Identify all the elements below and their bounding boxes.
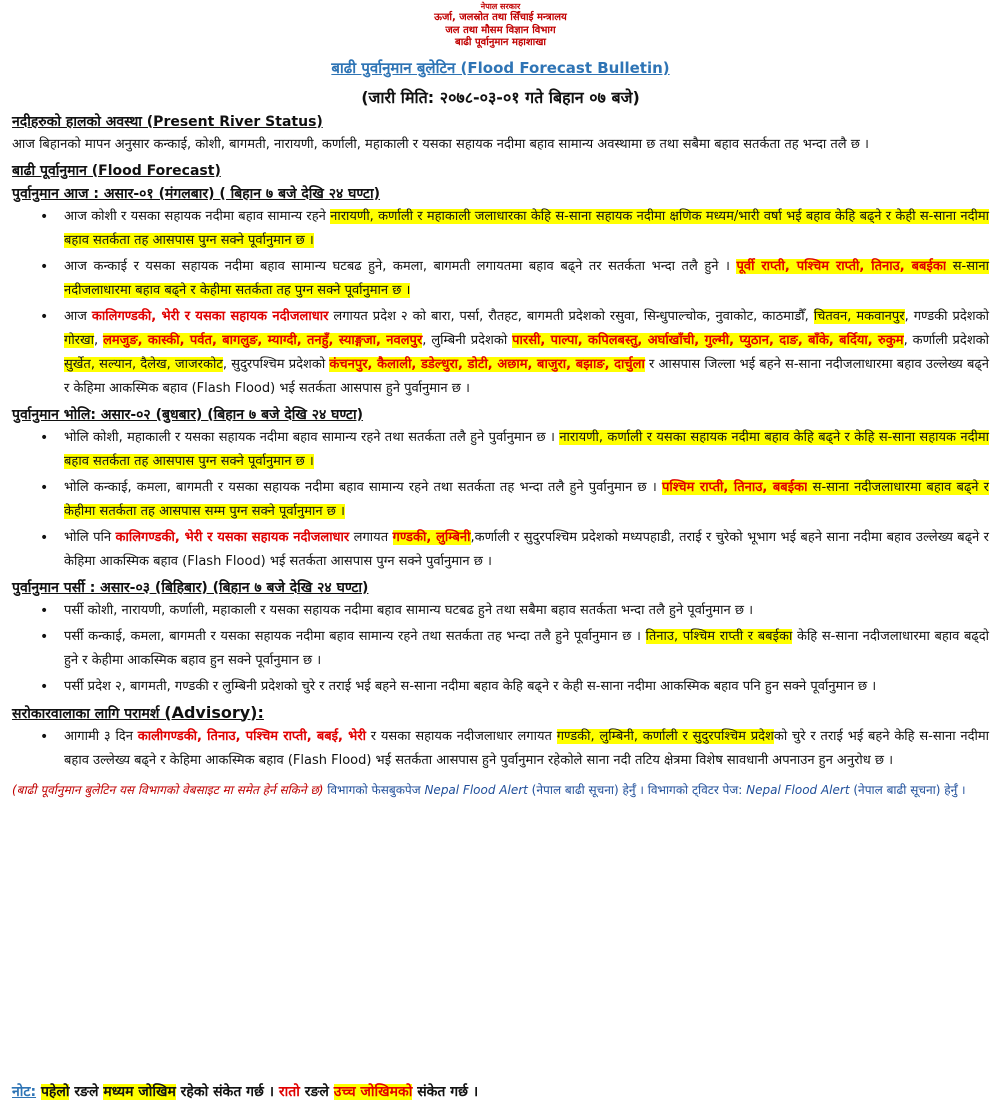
highlighted-text: लमजुङ, कास्की, पर्वत, बागलुङ, म्याग्दी, तनहुँ, स्याङ्गजा, नवलपुर (103, 332, 423, 348)
advisory-item (64, 725, 989, 773)
highlighted-text: कालिगण्डकी, भेरी र यसका सहायक नदीजलाधार (91, 308, 329, 324)
bullet-text: पर्सी कोशी, नारायणी, कर्णाली, महाकाली र यसका सहायक नदीमा बहाव सामान्य घटबढ हुने तथा सबैमा बहाव सतर्कता भन्दा तलै हुने पूर्वानुमान छ । (64, 602, 754, 618)
flood-forecast-heading: बाढी पूर्वानुमान (Flood Forecast) (12, 162, 221, 179)
note-high-risk: उच्च जोखिमको (333, 1084, 413, 1100)
govt-line: नेपाल सरकार (480, 2, 521, 11)
issue-date: (जारी मिति: २०७८-०३-०१ गते बिहान ०७ बजे) (361, 87, 640, 107)
division-line: बाढी पूर्वानुमान महाशाखा (454, 37, 547, 48)
bullet-text: पर्सी कन्काई, कमला, बागमती र यसका सहायक नदीमा बहाव सामान्य रहने तथा सतर्कता तह भन्दा तलै हुने पूर्वानुमान छ । (64, 628, 646, 644)
note-yellow-word: पहेलो (40, 1084, 70, 1100)
bullet-text: ,कर्णाली र सुदुरपश्चिम प्रदेशको मध्यपहाडी, तराई र चुरेको भूभाग भई बहने साना नदीमा बहाव उल्लेख्य बढ्ने र केहिमा आकस्मिक बहाव (Flash Flood) भई सतर्कता आसपास पुग्न सक्ने पुर्वानुमान छ । (64, 529, 989, 569)
highlighted-text: कालिगण्डकी, भेरी र यसका सहायक नदीजलाधार (115, 529, 350, 545)
bullet-text: पर्सी प्रदेश २, बागमती, गण्डकी र लुम्बिनी प्रदेशको चुरे र तराई भई बहने स-साना नदीमा बहाव केहि बढ्ने र केही स-साना नदीमा आकस्मिक बहाव पनि हुन सक्ने पूर्वानुमान छ । (64, 678, 877, 694)
forecast-day-heading: पुर्वानुमान पर्सी : असार-०३ (बिहिबार) (बिहान ७ बजे देखि २४ घण्टा) (12, 579, 369, 596)
highlighted-text: पूर्वी राप्ती, पश्चिम राप्ती, तिनाउ, बबईका (736, 258, 947, 274)
forecast-day-heading: पुर्वानुमान आज : असार-०१ (मंगलबार) ( बिहान ७ बजे देखि २४ घण्टा) (12, 185, 381, 202)
highlighted-text: गोरखा (64, 332, 95, 348)
department-line: जल तथा मौसम विज्ञान विभाग (445, 24, 556, 36)
highlighted-text: कालीगण्डकी, तिनाउ, पश्चिम राप्ती, बबई, भेरी (137, 728, 366, 744)
bullet-text: भोलि कन्काई, कमला, बागमती र यसका सहायक नदीमा बहाव सामान्य रहने तथा सतर्कता तह भन्दा तलै हुने पुर्वानुमान छ । (64, 479, 662, 495)
bullet-text: आज (64, 308, 92, 324)
bullet-text: भोलि पनि (64, 529, 116, 545)
bullet-text: र यसका सहायक नदीजलाधार लगायत (366, 728, 557, 744)
forecast-bullet (64, 599, 989, 623)
note-text: रहेको संकेत गर्छ । (175, 1084, 279, 1100)
bullet-text: र आसपास जिल्ला भई बहने स-साना नदीजलाधारमा बहाव उल्लेख्य बढ्ने र केहिमा आकस्मिक बहाव (Flash Flood) भई सतर्कता आसपास हुने पुर्वानुमान छ । (64, 356, 989, 396)
highlighted-text: नारायणी, कर्णाली र यसका सहायक नदीमा बहाव केहि बढ्ने र केहि स-साना सहायक नदीमा बहाव सतर्कता तह आसपास पुग्न सक्ने पूर्वानुमान छ । (64, 429, 990, 469)
bullet-text: केहि स-साना नदीजलाधारमा बहाव बढ्दो हुने र केहीमा आकस्मिक बहाव हुन सक्ने पूर्वानुमान छ । (64, 628, 990, 668)
highlighted-text: गण्डकी, लुम्बिनी (392, 529, 471, 545)
forecast-bullet (64, 426, 989, 474)
forecast-bullet (64, 476, 989, 524)
highlighted-text: स-साना नदीजलाधारमा बहाव बढ्ने र केहीमा सतर्कता तह पुग्न सक्ने पूर्वानुमान छ । (64, 258, 989, 298)
bullet-text: आज कोशी र यसका सहायक नदीमा बहाव सामान्य रहने (64, 208, 331, 224)
note-text: संकेत गर्छ । (412, 1084, 479, 1100)
facebook-text: विभागको फेसबुकपेज (323, 782, 425, 797)
note-label: नोट: (12, 1084, 37, 1100)
forecast-bullet (64, 675, 989, 699)
highlighted-text: गण्डकी, लुम्बिनी, कर्णाली र सुदुरपश्चिम प्रदेश (556, 728, 774, 744)
forecast-bullet-list (12, 426, 989, 574)
highlighted-text: नारायणी, कर्णाली र महाकाली जलाधारका केहि स-साना सहायक नदीमा क्षणिक मध्यम/भारी वर्षा भई बहाव केहि बढ्ने र केही स-साना नदीमा बहाव सतर्कता तह आसपास पुग्न सक्ने पूर्वानुमान छ । (64, 208, 989, 248)
bullet-text: आज कन्काई र यसका सहायक नदीमा बहाव सामान्य घटबढ हुने, कमला, बागमती लगायतमा बहाव बढ्ने तर सतर्कता भन्दा तलै हुने । (64, 258, 737, 274)
highlighted-text: स-साना नदीजलाधारमा बहाव बढ्ने र केहीमा सतर्कता तह आसपास सम्म पुग्न सक्ने पूर्वानुमान छ । (64, 479, 989, 519)
twitter-link[interactable]: Nepal Flood Alert (746, 782, 850, 797)
advisory-heading-np: सरोकारवालाका लागि परामर्श (12, 705, 165, 722)
forecast-bullet (64, 305, 989, 401)
advisory-heading-en: (Advisory): (164, 702, 264, 722)
bullet-text: लगायत प्रदेश २ को बारा, पर्सा, रौतहट, बागमती प्रदेशको रसुवा, सिन्धुपाल्चोक, नुवाकोट, काठमाडौँ, (328, 308, 814, 324)
forecast-days (12, 184, 989, 699)
bullet-text: आगामी ३ दिन (64, 728, 138, 744)
footer-info (12, 779, 989, 801)
bullet-text: , गण्डकी प्रदेशको (904, 308, 989, 324)
highlighted-text: तिनाउ, पश्चिम राप्ती र बबईका (645, 628, 793, 644)
twitter-text: (नेपाल बाढी सूचना) हेर्नुँ । विभागको ट्विटर पेज: (527, 782, 747, 797)
highlighted-text: पारसी, पाल्पा, कपिलबस्तु, अर्घाखाँची, गुल्मी, प्युठान, दाङ, बाँके, बर्दिया, रुकुम (512, 332, 904, 348)
highlighted-text: पश्चिम राप्ती, तिनाउ, बबईका (661, 479, 808, 495)
highlighted-text: सुर्खेत, सल्यान, दैलेख, जाजरकोट (64, 356, 223, 372)
present-status-text: आज बिहानको मापन अनुसार कन्काई, कोशी, बागमती, नारायणी, कर्णाली, महाकाली र यसका सहायक नदीमा बहाव सामान्य अवस्थामा छ तथा सबैमा बहाव सतर्कता तह भन्दा तलै छ । (12, 136, 869, 152)
website-note: (बाढी पूर्वानुमान बुलेटिन यस विभागको वेबसाइट मा समेत हेर्न सकिने छ) (12, 782, 324, 797)
present-status-heading: नदीहरुको हालको अवस्था (Present River Status) (12, 113, 323, 130)
note-red-word: रातो (278, 1084, 300, 1100)
facebook-link[interactable]: Nepal Flood Alert (424, 782, 528, 797)
bullet-text: लगायत (349, 529, 393, 545)
bullet-text: को चुरे र तराई भई बहने केहि स-साना नदीमा बहाव उल्लेख्य बढ्ने र केहिमा आकस्मिक बहाव (Flash Flood) भई सतर्कता आसपास हुने पुर्वानुमान रहेकोले साना नदी तटिय क्षेत्रमा विशेष सावधानी अपनाउन हुन अनुरोध छ । (64, 728, 989, 768)
advisory-list (12, 725, 989, 773)
forecast-day-heading: पुर्वानुमान भोलि: असार-०२ (बुधबार) (बिहान ७ बजे देखि २४ घण्टा) (12, 406, 364, 423)
bullet-text: भोलि कोशी, महाकाली र यसका सहायक नदीमा बहाव सामान्य रहने तथा सतर्कता तलै हुने पुर्वानुमान छ । (64, 429, 560, 445)
ministry-line: ऊर्जा, जलस्रोत तथा सिँचाई मन्त्रालय (434, 12, 567, 23)
note-medium-risk: मध्यम जोखिम (103, 1084, 176, 1100)
forecast-bullet-list (12, 599, 989, 699)
advisory-heading (12, 703, 989, 723)
forecast-bullet-list (12, 205, 989, 401)
highlighted-text: चितवन, मकवानपुर (813, 308, 905, 324)
color-legend-note (12, 1082, 478, 1101)
bullet-text: , लुम्बिनी प्रदेशको (422, 332, 513, 348)
bullet-text: , सुदुरपश्चिम प्रदेशको (222, 356, 330, 372)
highlighted-text: कंचनपुर, कैलाली, डडेल्धुरा, डोटी, अछाम, बाजुरा, बझाङ, दार्चुला (329, 356, 645, 372)
bullet-text: , कर्णाली प्रदेशको (903, 332, 990, 348)
letterhead (12, 0, 989, 108)
footer-end-text: (नेपाल बाढी सूचना) हेर्नुँ । (849, 782, 966, 797)
forecast-bullet (64, 625, 989, 673)
note-text: रङले (299, 1084, 334, 1100)
forecast-bullet (64, 255, 989, 303)
bullet-text: , (94, 332, 104, 348)
forecast-bullet (64, 205, 989, 253)
note-text: रङले (69, 1084, 104, 1100)
bulletin-title: बाढी पुर्वानुमान बुलेटिन (Flood Forecast Bulletin) (331, 58, 670, 77)
forecast-bullet (64, 526, 989, 574)
